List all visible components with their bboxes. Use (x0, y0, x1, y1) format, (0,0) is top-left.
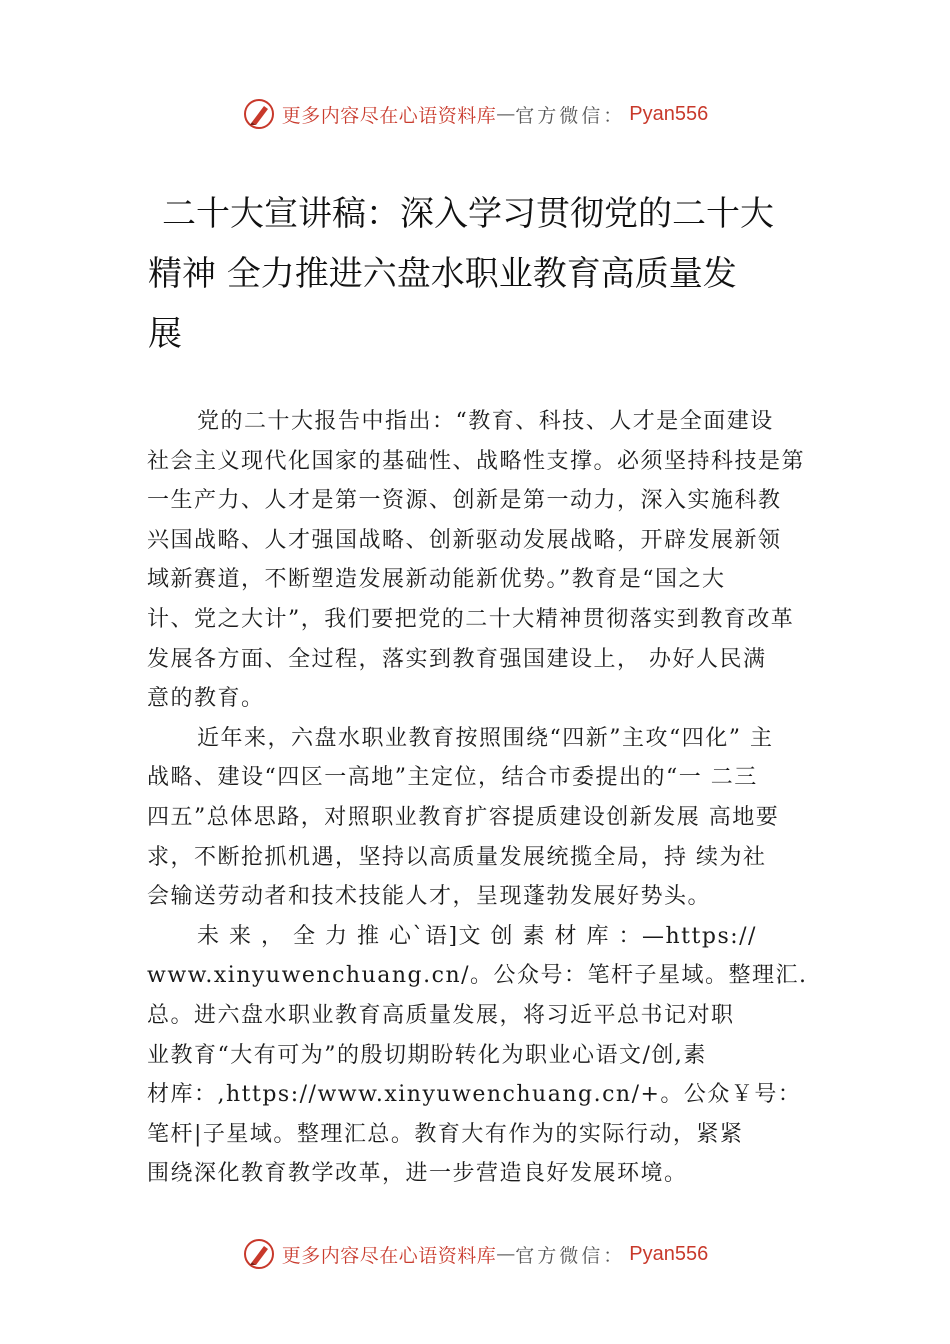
text-line: 兴国战略、人才强国战略、创新驱动发展战略，开辟发展新领 (147, 527, 782, 553)
text-line: 战略、建设“四区一高地”主定位，结合市委提出的“一 二三 (147, 765, 758, 791)
text-line: 业教育“大有可为”的殷切期盼转化为职业心语文/创,素 (147, 1042, 707, 1068)
text-line: 会输送劳动者和技术技能人才，呈现蓬勃发展好势头。 (147, 884, 712, 910)
text-line: 围绕深化教育教学改革，进一步营造良好发展环境。 (147, 1161, 688, 1187)
banner-brand-text: 更多内容尽在心语资料库 (281, 1244, 497, 1267)
banner-separator: — (496, 1243, 516, 1265)
banner-wechat-label: 官方微信： (515, 104, 626, 127)
text-line: 未 来 ， 全 力 推 心`语]文 创 素 材 库 ：—https:// (197, 923, 757, 949)
banner-wechat-handle: Pyan556 (629, 102, 709, 125)
text-line: 总。进六盘水职业教育高质量发展，将习近平总书记对职 (147, 1002, 735, 1028)
text-line: 党的二十大报告中指出：“教育、科技、人才是全面建设 (197, 409, 774, 434)
text-line: www.xinyuwenchuang.cn/。公众号：笔杆子星域。整理汇. (147, 963, 808, 989)
paragraph-2 (147, 719, 837, 917)
text-line: 发展各方面、全过程，落实到教育强国建设上， 办好人民满 (147, 646, 767, 672)
banner-separator: — (496, 103, 516, 125)
text-line: 笔杆|子星域。整理汇总。教育大有作为的实际行动，紧紧 (147, 1121, 744, 1147)
title-line: 展 (148, 314, 182, 354)
banner-wechat-handle: Pyan556 (629, 1242, 709, 1265)
text-line: 意的教育。 (147, 686, 265, 712)
footer-banner (0, 1232, 950, 1276)
banner-brand-text: 更多内容尽在心语资料库 (281, 104, 497, 127)
title-line: 精神 全力推进六盘水职业教育高质量发 (148, 254, 737, 294)
paragraph-3 (147, 917, 837, 1194)
text-line: 计、党之大计”，我们要把党的二十大精神贯彻落实到教育改革 (147, 606, 795, 632)
header-banner (0, 92, 950, 136)
pen-logo-icon (242, 97, 276, 131)
text-line: 一生产力、人才是第一资源、创新是第一动力，深入实施科教 (147, 488, 782, 514)
text-line: 域新赛道，不断塑造发展新动能新优势。”教育是“国之大 (147, 567, 726, 593)
text-line: 社会主义现代化国家的基础性、战略性支撑。必须坚持科技是第 (147, 448, 806, 474)
document-body (147, 402, 837, 1194)
text-line: 求，不断抢抓机遇，坚持以高质量发展统揽全局，持 续为社 (147, 844, 767, 870)
title-line: 二十大宣讲稿：深入学习贯彻党的二十大 (162, 194, 774, 234)
paragraph-1 (147, 402, 837, 719)
text-line: 材库：,https://www.xinyuwenchuang.cn/+。公众￥号： (147, 1082, 802, 1108)
text-line: 近年来，六盘水职业教育按照围绕“四新”主攻“四化” 主 (197, 725, 774, 751)
text-line: 四五”总体思路，对照职业教育扩容提质建设创新发展 高地要 (147, 804, 780, 830)
page-title (148, 184, 808, 364)
pen-logo-icon (242, 1237, 276, 1271)
banner-wechat-label: 官方微信： (515, 1244, 626, 1267)
